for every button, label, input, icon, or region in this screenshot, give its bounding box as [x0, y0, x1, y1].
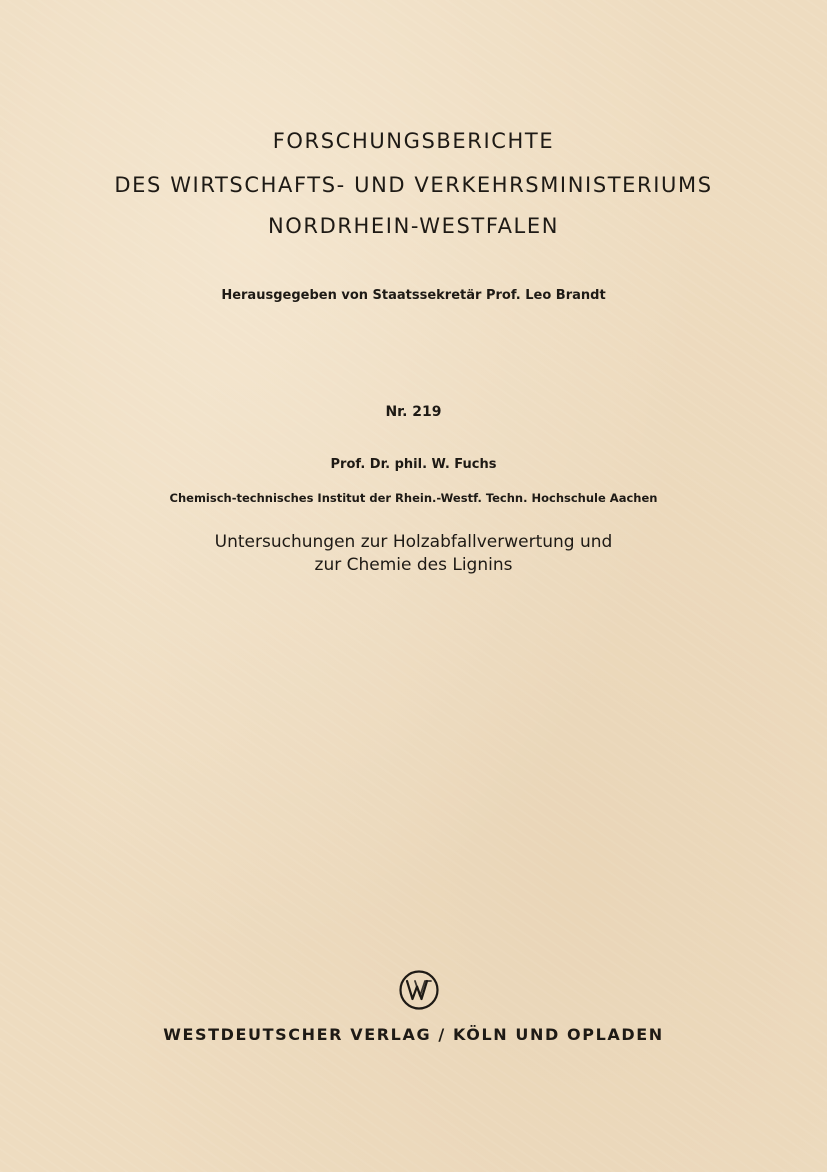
series-title-line-3: NORDRHEIN-WESTFALEN [267, 214, 560, 238]
work-title-line-2: zur Chemie des Lignins [314, 555, 513, 575]
series-title-line-2: DES WIRTSCHAFTS- UND VERKEHRSMINISTERIUMS [114, 173, 713, 197]
author-name: Prof. Dr. phil. W. Fuchs [330, 457, 497, 472]
report-number: Nr. 219 [385, 404, 442, 420]
editor-credit: Herausgegeben von Staatssekretär Prof. Leo Brandt [221, 288, 606, 303]
series-title-line-1: FORSCHUNGSBERICHTE [272, 129, 555, 153]
author-institute: Chemisch-technisches Institut der Rhein.-Westf. Techn. Hochschule Aachen [169, 491, 658, 505]
work-title-line-1: Untersuchungen zur Holzabfallverwertung und [214, 532, 613, 552]
publisher-imprint: WESTDEUTSCHER VERLAG / KÖLN UND OPLADEN [163, 1025, 664, 1044]
publisher-logo-icon [398, 969, 440, 1011]
